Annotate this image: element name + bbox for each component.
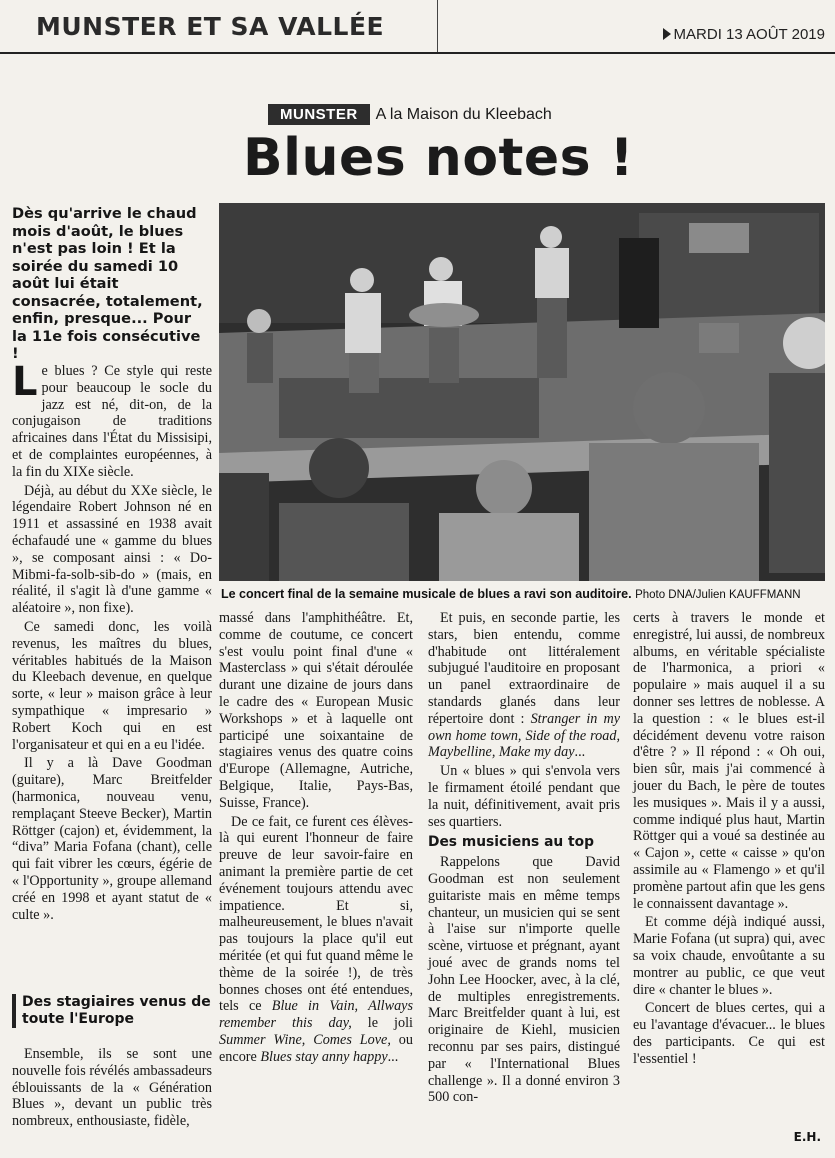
paragraph: massé dans l'amphithéâtre. Et, comme de coutume, ce concert s'est voulu point final d'une « Masterclass » qui s'était déroulée durant une dizaine de jours dans le cadre des « European Music Workshops » et à laquelle ont participé une soixantaine de stagiaires venus des quatre coins d'Europe (Allemagne, Autriche, Belgique, Italie, Pays-Bas, Suisse, France).: [219, 610, 413, 811]
paragraph: Un « blues » qui s'envola vers le firmament étoilé pendant que la nuit, définitivement, avait pris ses quartiers.: [428, 763, 620, 830]
kicker-subtitle: A la Maison du Kleebach: [375, 106, 552, 123]
paragraph-text: De ce fait, ce furent ces élèves-là qui eurent l'honneur de faire preuve de leur savoir-faire en animant la première partie de cet événement toujours attendu avec impatience. Et si, malheureusement, le blues n'avait pas toujours la place qu'il eut méritée (et qui fut quand même le thème de la soirée !), de très bonnes choses ont été entendues, tels ce: [219, 813, 413, 1015]
photo-credit: Photo DNA/Julien KAUFFMANN: [635, 589, 801, 601]
paragraph: [428, 610, 620, 761]
paragraph: [12, 359, 212, 481]
concert-photo-illustration: [219, 203, 825, 581]
kicker-row: [268, 104, 552, 125]
paragraph-text: ...: [574, 744, 586, 761]
date-text: MARDI 13 AOÛT 2019: [673, 26, 825, 43]
column-4: [633, 610, 825, 1070]
column-3: [428, 610, 620, 1108]
song-titles: Summer Wine, Comes Love,: [219, 1031, 391, 1048]
paragraph: [219, 814, 413, 1066]
paragraph: certs à travers le monde et enregistré, lui aussi, de nombreux albums, en véritable spécialiste de l'harmonica, a priori « populaire » mais auquel il a su donner ses lettres de noblesse. A la question : « le blues est-il décidément devenu votre raison d'être ? » Il répond : « Oh oui, bien sûr, mais j'ai commencé à jouer du Bach, le père de toutes les musiques ». Mais il y a aussi, comme indiqué plus haut, Martin Röttger qui a voué sa destinée au « Cajon », cette « caisse » qu'on assimile au « Flamengo » et qu'il promène partout afin que les gens le connaissent davantage ».: [633, 610, 825, 912]
column-1-top: [12, 359, 212, 925]
paragraph-text: le joli: [351, 1015, 413, 1032]
paragraph: Déjà, au début du XXe siècle, le légendaire Robert Johnson né en 1911 et assassiné en 1938 avait échafaudé une « gamme du blues », se composant ainsi : « Do-Mibmi-fa-solb-sib-do » (mais, en réalité, il s'agit là d'une gamme « aléatoire », non fixe).: [12, 482, 212, 617]
triangle-icon: [663, 28, 671, 40]
song-titles: Blue in Vain, Allways remember this day,: [219, 998, 413, 1032]
caption-text: Le concert final de la semaine musicale de blues a ravi son auditoire.: [221, 587, 632, 601]
paragraph: Rappelons que David Goodman est non seulement guitariste mais en même temps chanteur, un musicien qui se sent à l'aise sur n'importe quelle scène, virtuose et prégnant, ayant joué avec de grands noms tel John Lee Hoocker, avec, à la clé, de multiples enregistrements. Marc Breitfelder quant à lui, est originaire de Kiehl, musicien reconnu par ses pairs, distingué par « l'International Blues challenge ». Il a donné environ 3 500 con-: [428, 854, 620, 1106]
paragraph-text: Et puis, en seconde partie, les stars, bien entendu, comme d'habitude ont littéralement subjugué l'auditoire en proposant un panel extraordinaire de standards glanés dans leur répertoire dont :: [428, 610, 620, 727]
song-titles: Stranger in my own home town, Side of the road, Maybelline, Make my day: [428, 710, 620, 761]
issue-date: [663, 26, 825, 43]
paragraph: Et comme déjà indiqué aussi, Marie Fofana (ut supra) qui, avec sa voix chaude, envoûtante a su montrer au public, ce que veut dire « chanter le blues ».: [633, 914, 825, 998]
song-titles: Blues stay anny happy: [260, 1048, 388, 1065]
section-title: MUNSTER ET SA VALLÉE: [36, 12, 385, 41]
paragraph: Ce samedi donc, les voilà revenus, les maîtres du blues, véritables habitués de la Maison du Kleebach devenue, en quelque sorte, « leur » maison grâce à leur sympathique « impresario » Robert Koch qui en est l'organisateur et qui en a eu l'idée.: [12, 618, 212, 753]
kicker-label: MUNSTER: [268, 104, 370, 125]
page-header: [0, 0, 835, 54]
paragraph: Ensemble, ils se sont une nouvelle fois révélés ambassadeurs éblouissants de la « Génération Blues », devant un public très nombreux, enthousiaste, fidèle,: [12, 1046, 212, 1130]
drop-cap: L: [12, 359, 38, 405]
header-divider: [437, 0, 438, 52]
paragraph-text: ...: [387, 1048, 399, 1065]
lead-paragraph: Dès qu'arrive le chaud mois d'août, le blues n'est pas loin ! Et la soirée du samedi 10 août lui était consacrée, totalement, enfin, presque... Pour la 11e fois consécutive !: [12, 205, 203, 362]
subheading: Des stagiaires venus de toute l'Europe: [12, 994, 217, 1028]
paragraph-text: e blues ? Ce style qui reste pour beaucoup le socle du jazz est né, dit-on, de la conjugaison de traditions africaines dans l'État du Missisipi, et de complaintes européennes, à la fin du XIXe siècle.: [12, 363, 212, 480]
paragraph-text: ou encore: [219, 1031, 413, 1065]
subheading: Des musiciens au top: [428, 834, 594, 851]
paragraph: Il y a là Dave Goodman (guitare), Marc Breitfelder (harmonica, nouveau venu, remplaçant Steeve Becker), Martin Röttger (cajon) et, évidemment, la “diva” Maria Fofana (chant), celle qui fait vibrer les cœurs, égérie de « l'Opportunity », groupe allemand créé en 1998 et ayant statut de « culte ».: [12, 755, 212, 923]
headline: Blues notes !: [243, 128, 634, 188]
author-signature: E.H.: [793, 1130, 821, 1144]
column-1-bottom: [12, 1046, 212, 1132]
photo-caption: [221, 587, 831, 601]
concert-photo: [219, 203, 825, 581]
column-2: [219, 610, 413, 1068]
paragraph: Concert de blues certes, qui a eu l'avantage d'évacuer... le blues des participants. Ce qui est l'essentiel !: [633, 1000, 825, 1067]
